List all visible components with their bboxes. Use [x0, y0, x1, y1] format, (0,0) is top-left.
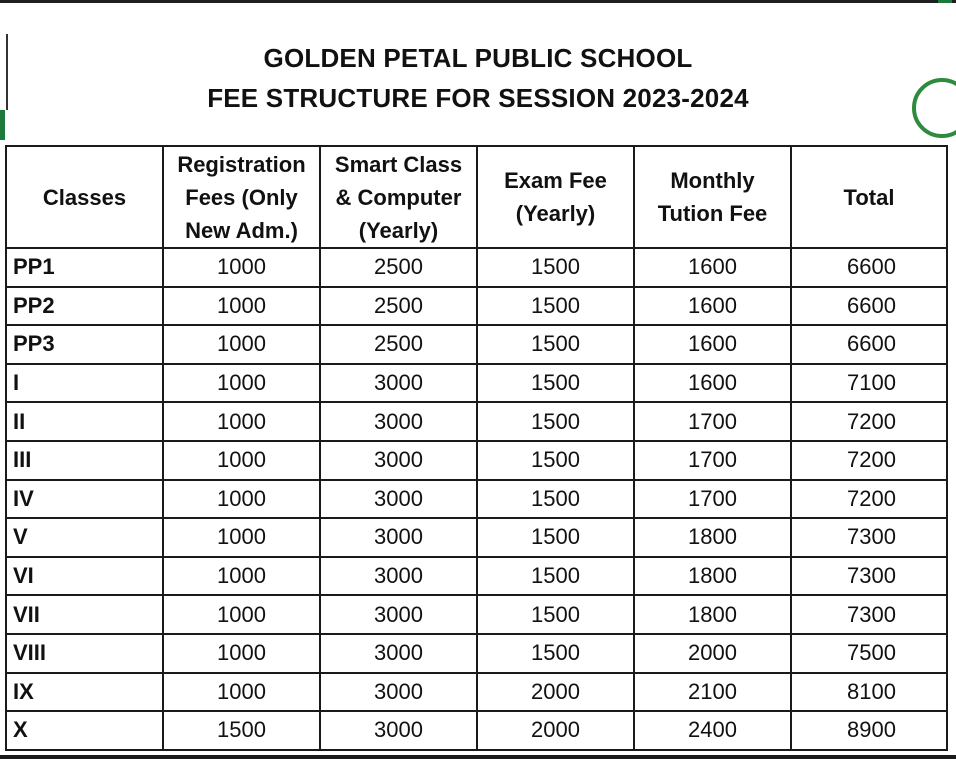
cell-total: 7100	[791, 364, 947, 403]
table-row	[6, 711, 947, 750]
cell-exam-fee: 1500	[477, 480, 634, 519]
cell-smart-class: 3000	[320, 364, 477, 403]
cell-monthly-fee: 1800	[634, 595, 791, 634]
cell-total: 7200	[791, 441, 947, 480]
cell-class: I	[6, 364, 163, 403]
top-border	[0, 0, 956, 3]
table-row	[6, 325, 947, 364]
cell-registration: 1000	[163, 595, 320, 634]
fee-table	[5, 145, 948, 751]
cell-smart-class: 3000	[320, 595, 477, 634]
cell-registration: 1000	[163, 287, 320, 326]
table-row	[6, 673, 947, 712]
table-row	[6, 441, 947, 480]
cell-exam-fee: 1500	[477, 557, 634, 596]
header-total: Total	[791, 146, 947, 248]
cell-exam-fee: 2000	[477, 673, 634, 712]
cell-class: II	[6, 402, 163, 441]
header-registration: Registration Fees (Only New Adm.)	[163, 146, 320, 248]
table-row	[6, 480, 947, 519]
cell-exam-fee: 1500	[477, 287, 634, 326]
cell-monthly-fee: 1700	[634, 441, 791, 480]
table-row	[6, 557, 947, 596]
cell-total: 7300	[791, 557, 947, 596]
table-row	[6, 287, 947, 326]
cell-total: 6600	[791, 248, 947, 287]
cell-smart-class: 2500	[320, 248, 477, 287]
cell-total: 6600	[791, 287, 947, 326]
cell-class: IX	[6, 673, 163, 712]
cell-total: 6600	[791, 325, 947, 364]
table-row	[6, 248, 947, 287]
cell-registration: 1000	[163, 557, 320, 596]
cell-smart-class: 3000	[320, 480, 477, 519]
cell-registration: 1000	[163, 480, 320, 519]
cell-class: III	[6, 441, 163, 480]
table-row	[6, 402, 947, 441]
cell-class: VII	[6, 595, 163, 634]
cell-monthly-fee: 1600	[634, 287, 791, 326]
cell-smart-class: 3000	[320, 634, 477, 673]
cell-monthly-fee: 2000	[634, 634, 791, 673]
cell-monthly-fee: 1700	[634, 480, 791, 519]
cell-exam-fee: 2000	[477, 711, 634, 750]
cell-monthly-fee: 1700	[634, 402, 791, 441]
cell-registration: 1000	[163, 248, 320, 287]
cell-monthly-fee: 1800	[634, 518, 791, 557]
cell-exam-fee: 1500	[477, 518, 634, 557]
cell-total: 7300	[791, 518, 947, 557]
cell-registration: 1000	[163, 441, 320, 480]
cell-monthly-fee: 2100	[634, 673, 791, 712]
cell-smart-class: 2500	[320, 325, 477, 364]
cell-total: 7300	[791, 595, 947, 634]
cell-smart-class: 3000	[320, 557, 477, 596]
cell-registration: 1000	[163, 402, 320, 441]
cell-smart-class: 2500	[320, 287, 477, 326]
cell-registration: 1000	[163, 673, 320, 712]
header-exam-fee: Exam Fee (Yearly)	[477, 146, 634, 248]
cell-smart-class: 3000	[320, 441, 477, 480]
table-row	[6, 364, 947, 403]
cell-monthly-fee: 1600	[634, 325, 791, 364]
header-row	[6, 146, 947, 248]
cell-exam-fee: 1500	[477, 364, 634, 403]
table-row	[6, 595, 947, 634]
cell-monthly-fee: 1800	[634, 557, 791, 596]
cell-total: 7200	[791, 480, 947, 519]
cell-class: PP2	[6, 287, 163, 326]
cell-class: VIII	[6, 634, 163, 673]
cell-exam-fee: 1500	[477, 634, 634, 673]
cell-monthly-fee: 1600	[634, 248, 791, 287]
cell-exam-fee: 1500	[477, 248, 634, 287]
cell-smart-class: 3000	[320, 402, 477, 441]
table-row	[6, 518, 947, 557]
cell-smart-class: 3000	[320, 518, 477, 557]
table-row	[6, 634, 947, 673]
cell-total: 7500	[791, 634, 947, 673]
cell-exam-fee: 1500	[477, 402, 634, 441]
cell-class: IV	[6, 480, 163, 519]
cell-class: PP1	[6, 248, 163, 287]
cell-monthly-fee: 2400	[634, 711, 791, 750]
cell-total: 7200	[791, 402, 947, 441]
cell-exam-fee: 1500	[477, 595, 634, 634]
cell-monthly-fee: 1600	[634, 364, 791, 403]
cell-class: VI	[6, 557, 163, 596]
cell-class: V	[6, 518, 163, 557]
cell-registration: 1500	[163, 711, 320, 750]
header-monthly-fee: Monthly Tution Fee	[634, 146, 791, 248]
cell-registration: 1000	[163, 518, 320, 557]
cell-class: X	[6, 711, 163, 750]
cell-total: 8900	[791, 711, 947, 750]
cell-registration: 1000	[163, 634, 320, 673]
document-title	[0, 38, 956, 118]
cell-smart-class: 3000	[320, 711, 477, 750]
cell-exam-fee: 1500	[477, 441, 634, 480]
corner-accent	[938, 0, 952, 3]
session-subtitle: FEE STRUCTURE FOR SESSION 2023-2024	[207, 83, 749, 113]
header-smart-class: Smart Class & Computer (Yearly)	[320, 146, 477, 248]
cell-registration: 1000	[163, 325, 320, 364]
cell-smart-class: 3000	[320, 673, 477, 712]
cell-registration: 1000	[163, 364, 320, 403]
cell-class: PP3	[6, 325, 163, 364]
cell-total: 8100	[791, 673, 947, 712]
header-classes: Classes	[6, 146, 163, 248]
cell-exam-fee: 1500	[477, 325, 634, 364]
school-name: GOLDEN PETAL PUBLIC SCHOOL	[263, 43, 693, 73]
bottom-border	[0, 755, 956, 759]
